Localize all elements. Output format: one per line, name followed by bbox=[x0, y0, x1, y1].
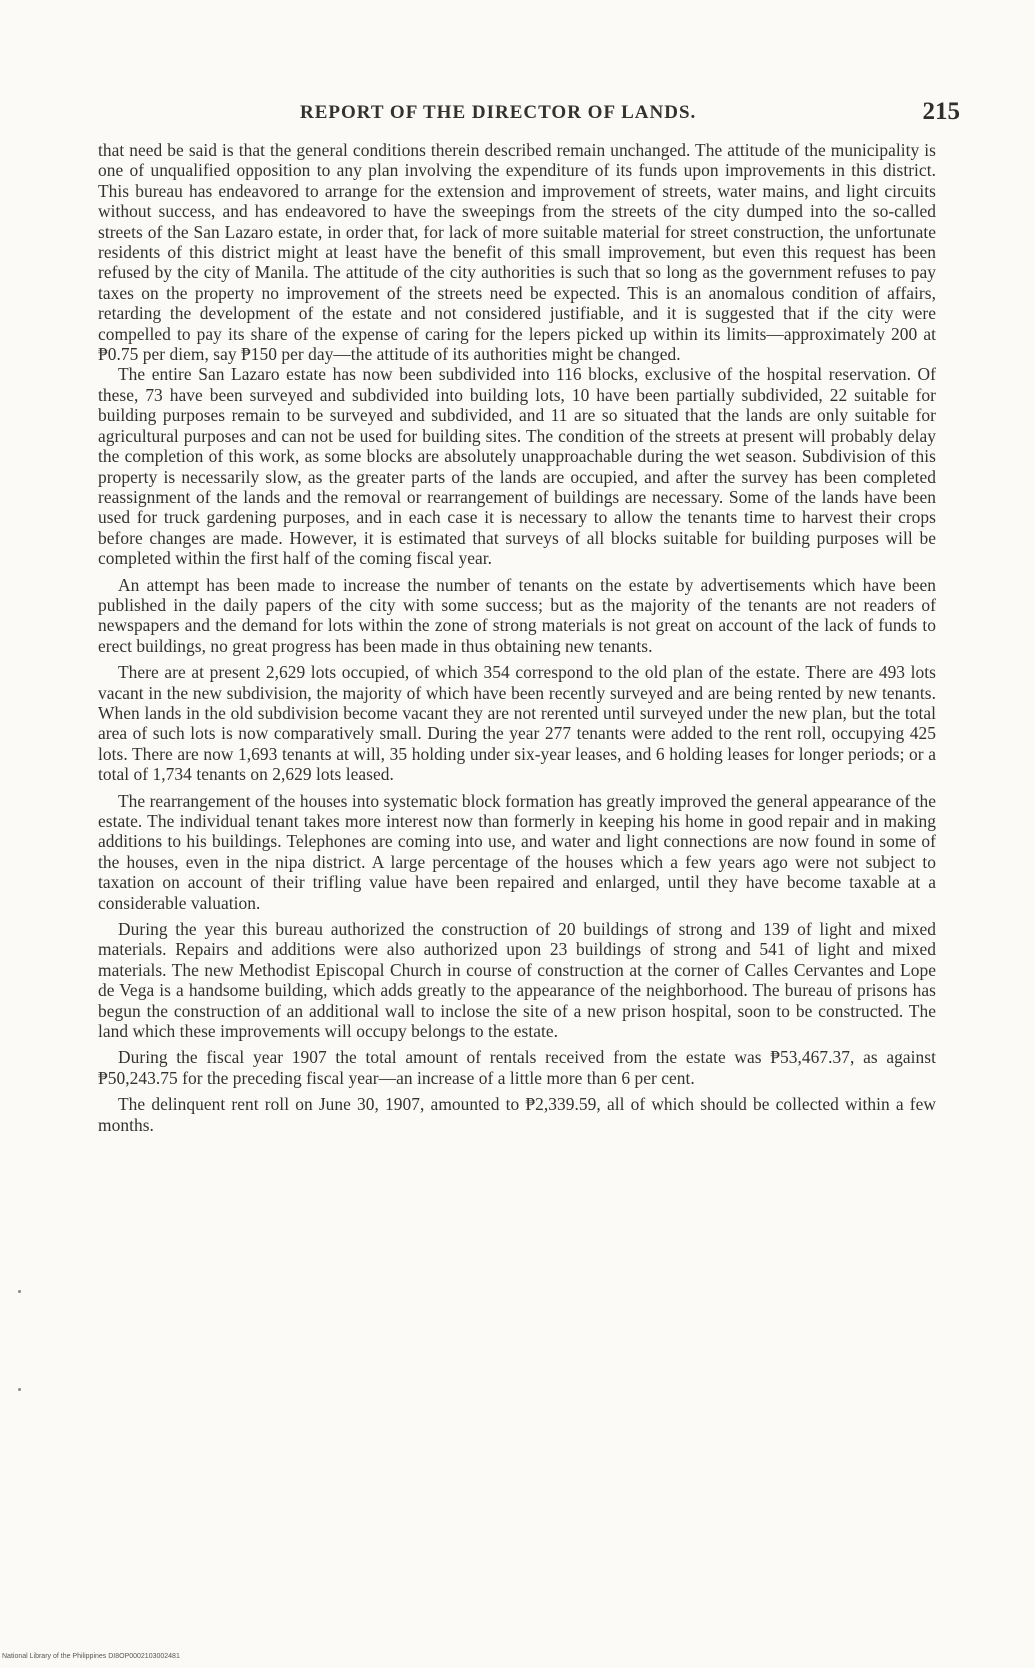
paragraph-subdivision: The entire San Lazaro estate has now been subdivided into 116 blocks, exclusive of the hospital reservation. Of these, 73 have been surveyed and subdivided into building lots, 10 have been partially subdivided, 22 suitable for building purposes remain to be surveyed and subdivided, and 11 are so situated that the lands are only suitable for agricultural purposes and can not be used for building sites. The condition of the streets at present will probably delay the completion of this work, as some blocks are absolutely unapproachable during the wet season. Subdivision of this property is necessarily slow, as the greater parts of the lands are occupied, and after the survey has been completed reassignment of the lands and the removal or rearrangement of buildings are necessary. Some of the lands have been used for truck gardening purposes, and in each case it is necessary to allow the tenants time to harvest their crops before changes are made. However, it is estimated that surveys of all blocks suitable for building purposes will be completed within the first half of the coming fiscal year. bbox=[98, 364, 936, 569]
body-text bbox=[98, 140, 936, 1580]
paragraph-rentals: During the fiscal year 1907 the total amount of rentals received from the estate was ₱53,467.37, as against ₱50,243.75 for the preceding fiscal year—an increase of a little more than 6 per cent. bbox=[98, 1047, 936, 1088]
scan-footer-note: National Library of the Philippines DI8OP0002103002481 bbox=[2, 1653, 180, 1660]
running-title: REPORT OF THE DIRECTOR OF LANDS. bbox=[300, 102, 697, 123]
paragraph-tenants-advertising: An attempt has been made to increase the number of tenants on the estate by advertisements which have been published in the daily papers of the city with some success; but as the majority of the tenants are not readers of newspapers and the demand for lots within the zone of strong materials is not great on account of the lack of funds to erect buildings, no great progress has been made in thus obtaining new tenants. bbox=[98, 574, 936, 656]
paragraph-rearrangement: The rearrangement of the houses into systematic block formation has greatly improved the general appearance of the estate. The individual tenant takes more interest now than formerly in keeping his home in good repair and in making additions to his buildings. Telephones are coming into use, and water and light connections are now found in some of the houses, even in the nipa district. A large percentage of the houses which a few years ago were not subject to taxation on account of their trifling value have been repaired and enlarged, until they have become taxable at a considerable valuation. bbox=[98, 790, 936, 913]
paragraph-lots-occupied: There are at present 2,629 lots occupied, of which 354 correspond to the old plan of the estate. There are 493 lots vacant in the new subdivision, the majority of which have been recently surveyed and are being rented by new tenants. When lands in the old subdivision become vacant they are not rerented until surveyed under the new plan, but the total area of such lots is now comparatively small. During the year 277 tenants were added to the rent roll, occupying 425 lots. There are now 1,693 tenants at will, 35 holding under six-year leases, and 6 holding leases for longer periods; or a total of 1,734 tenants on 2,629 lots leased. bbox=[98, 662, 936, 785]
scan-speck bbox=[18, 1290, 21, 1293]
running-head bbox=[100, 98, 960, 138]
paragraph-continuation: that need be said is that the general conditions therein described remain unchanged. The attitude of the municipality is one of unqualified opposition to any plan involving the expenditure of its funds upon improvements in this district. This bureau has endeavored to arrange for the extension and improvement of streets, water mains, and light circuits without success, and has endeavored to have the sweepings from the streets of the city dumped into the so-called streets of the San Lazaro estate, in order that, for lack of more suitable material for street construction, the unfortunate residents of this district might at least have the benefit of this small improvement, but even this request has been refused by the city of Manila. The attitude of the city authorities is such that so long as the government refuses to pay taxes on the property no improvement of the streets need be expected. This is an anomalous condition of affairs, retarding the development of the estate and not considered justifiable, and it is suggested that if the city were compelled to pay its share of the expense of caring for the lepers picked up within its limits—approximately 200 at ₱0.75 per diem, say ₱150 per day—the attitude of its authorities might be changed. bbox=[98, 140, 936, 365]
scan-speck bbox=[18, 1388, 21, 1391]
page-number: 215 bbox=[922, 98, 960, 125]
paragraph-delinquent-rent: The delinquent rent roll on June 30, 1907, amounted to ₱2,339.59, all of which should be collected within a few months. bbox=[98, 1094, 936, 1135]
paragraph-construction: During the year this bureau authorized the construction of 20 buildings of strong and 139 of light and mixed materials. Repairs and additions were also authorized upon 23 buildings of strong and 541 of light and mixed materials. The new Methodist Episcopal Church in course of construction at the corner of Calles Cervantes and Lope de Vega is a handsome building, which adds greatly to the appearance of the neighborhood. The bureau of prisons has begun the construction of an additional wall to inclose the site of a new prison hospital, soon to be constructed. The land which these improvements will occupy belongs to the estate. bbox=[98, 919, 936, 1042]
